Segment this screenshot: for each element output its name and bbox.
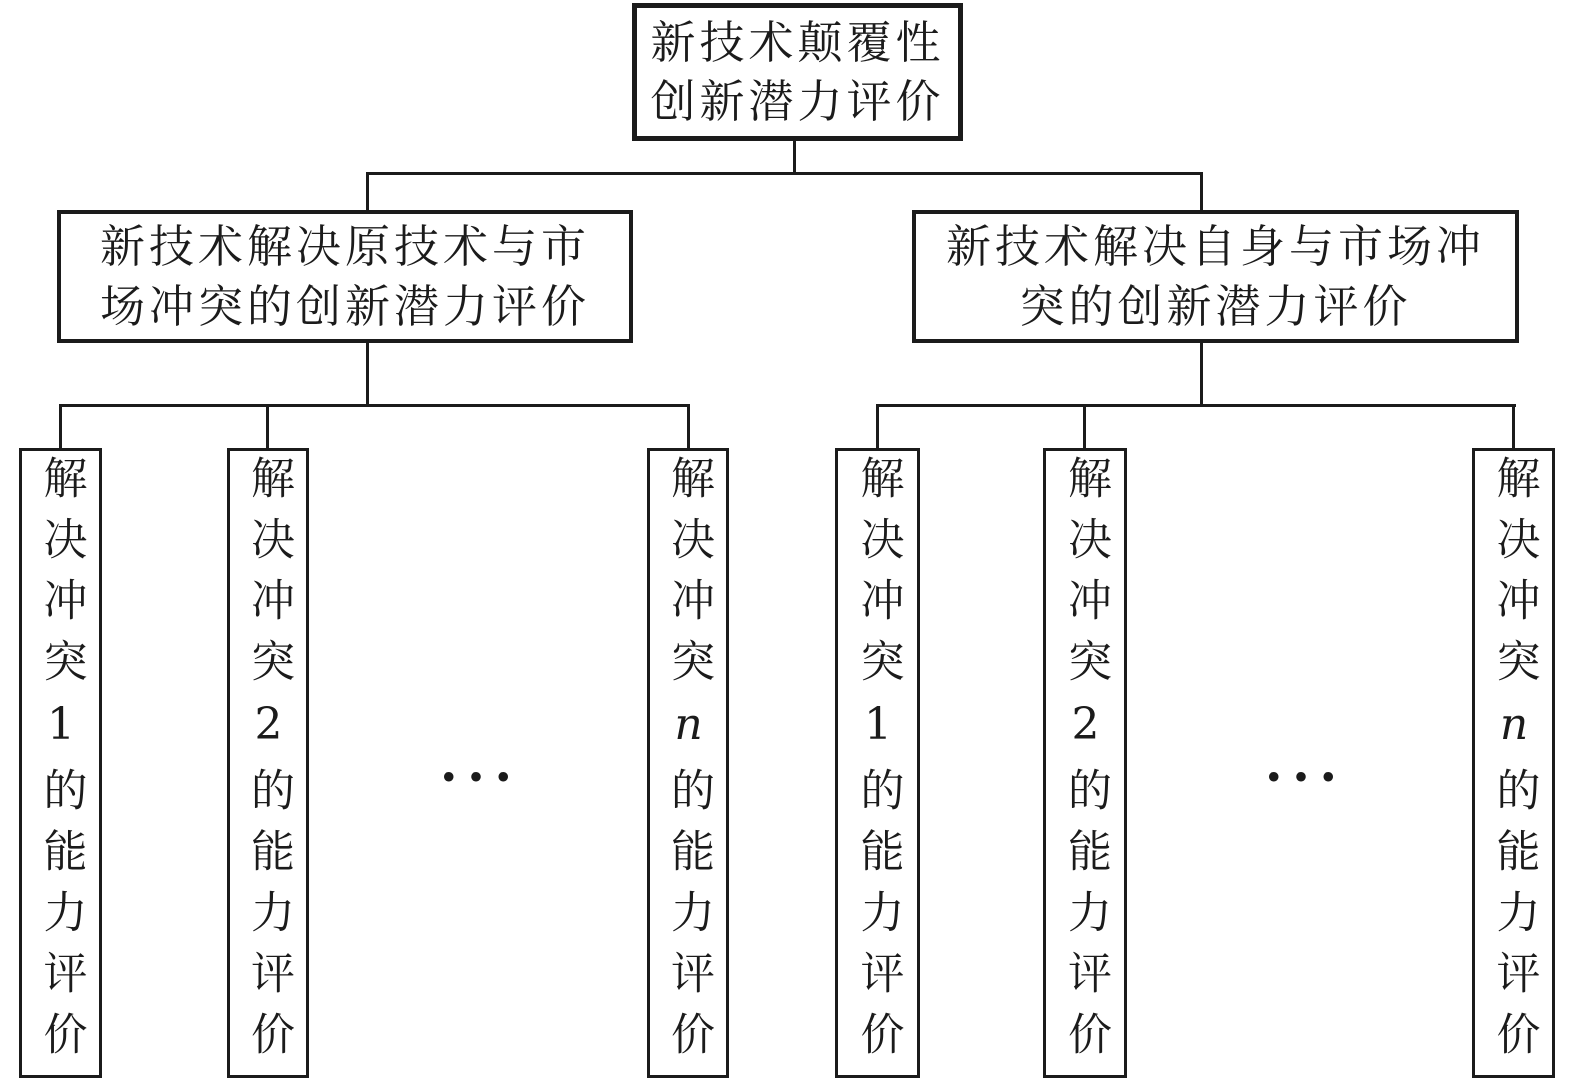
leaf-box-left-n bbox=[647, 448, 729, 1078]
connector-leaf5-stub bbox=[1083, 404, 1086, 448]
branch-left-label-line1: 新技术解决原技术与市 bbox=[99, 219, 590, 273]
leaf-box-right-2 bbox=[1043, 448, 1127, 1078]
ellipsis-right: ••• bbox=[1265, 762, 1347, 794]
connector-left-branch-drop bbox=[366, 343, 369, 405]
root-label-line2: 创新潜力评价 bbox=[650, 75, 945, 128]
branch-box-right bbox=[912, 210, 1519, 343]
connector-leaf2-stub bbox=[266, 404, 269, 448]
connector-leaf3-stub bbox=[687, 404, 690, 448]
leaf-left-2-label: 解决冲突2的能力评价 bbox=[243, 454, 294, 1072]
root-box bbox=[632, 3, 963, 141]
leaf-box-right-n bbox=[1472, 448, 1555, 1078]
connector-branch-left-stub bbox=[366, 172, 369, 210]
connector-leaf4-stub bbox=[876, 404, 879, 448]
connector-left-horizontal bbox=[59, 404, 690, 407]
leaf-right-2-label: 解决冲突2的能力评价 bbox=[1060, 454, 1111, 1072]
connector-right-horizontal bbox=[876, 404, 1516, 407]
ellipsis-left: ••• bbox=[440, 762, 522, 794]
leaf-box-right-1 bbox=[835, 448, 920, 1078]
leaf-right-1-label: 解决冲突1的能力评价 bbox=[852, 454, 904, 1072]
leaf-right-n-label: 解决冲突n的能力评价 bbox=[1488, 454, 1540, 1072]
root-label-line1: 新技术颠覆性 bbox=[650, 16, 945, 69]
connector-root-drop bbox=[793, 141, 796, 174]
leaf-box-left-1 bbox=[19, 448, 102, 1078]
connector-leaf6-stub bbox=[1512, 404, 1515, 448]
branch-box-left bbox=[57, 210, 633, 343]
branch-right-label-line1: 新技术解决自身与市场冲 bbox=[945, 219, 1485, 273]
connector-branch-right-stub bbox=[1200, 172, 1203, 210]
connector-leaf1-stub bbox=[59, 404, 62, 448]
branch-left-label-line2: 场冲突的创新潜力评价 bbox=[99, 279, 590, 333]
leaf-left-n-label: 解决冲突n的能力评价 bbox=[663, 454, 714, 1072]
leaf-box-left-2 bbox=[227, 448, 309, 1078]
branch-right-label-line2: 突的创新潜力评价 bbox=[1019, 279, 1412, 333]
connector-right-branch-drop bbox=[1200, 343, 1203, 405]
connector-level1-horizontal bbox=[366, 172, 1203, 175]
leaf-left-1-label: 解决冲突1的能力评价 bbox=[35, 454, 87, 1072]
